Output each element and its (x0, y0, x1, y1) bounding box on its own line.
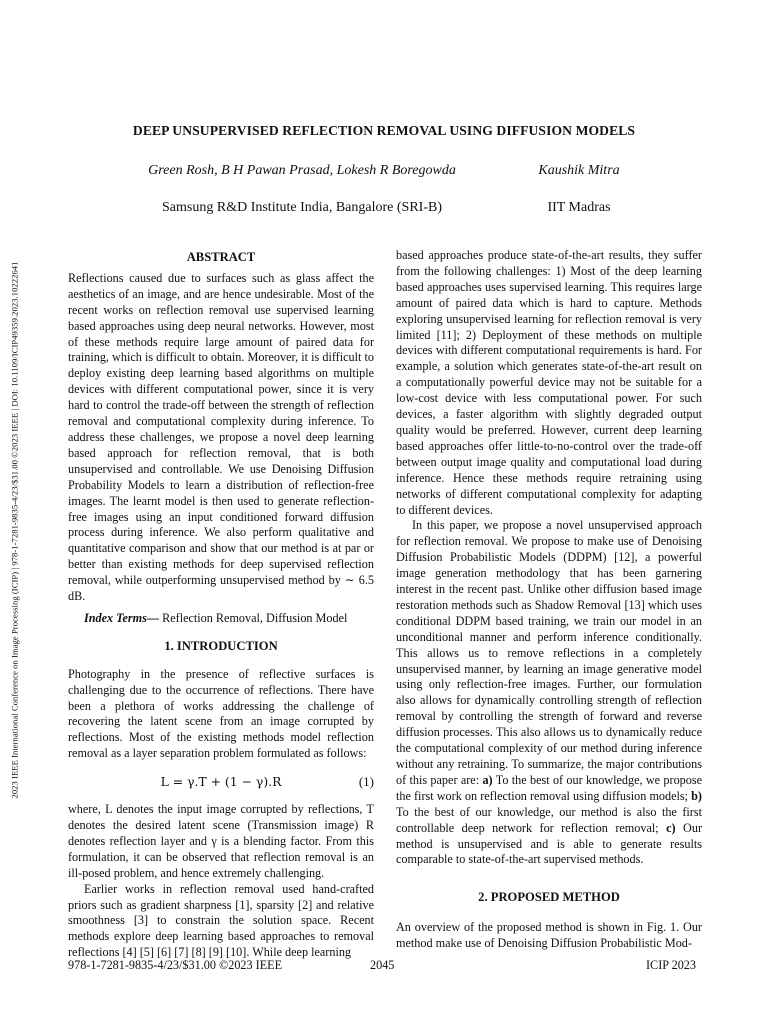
right-paragraph-2-text: In this paper, we propose a novel unsupervised approach for reflection removal. We propose to make use of Denoising Diffusion Probabilistic Models (DDPM) [12], a powerful image generation methodology that has been garnering interest in the recent past. Unlike other diffusion based image restoration methods such as Shadow Removal [13] which uses conditional DDPM based training, we train our model in an unconditional manner and perform inference conditionally. This allows us to remove reflections in a completely unsupervised manner, by learning an image generative model using only reflection-free images. Further, our formulation also allows for dynamically controlling strength of reflection removal by controlling the strength of forward and reverse diffusion processes. This also allows us to dynamically reduce the computational complexity of our method during inference without any retraining. To summarize, the major contributions of this paper are: (396, 518, 702, 787)
paper-title: DEEP UNSUPERVISED REFLECTION REMOVAL USING DIFFUSION MODELS (132, 123, 636, 138)
footer-page-number: 2045 (370, 958, 395, 972)
index-terms-label: Index Terms— (84, 610, 160, 625)
footer-isbn: 978-1-7281-9835-4/23/$31.00 ©2023 IEEE (68, 958, 283, 972)
contribution-b: To the best of our knowledge, our method is also the first controllable deep network for reflection removal; (396, 804, 702, 835)
intro-heading: 1. INTRODUCTION (164, 638, 278, 653)
index-terms (68, 611, 374, 627)
left-column (68, 250, 374, 961)
abstract-heading: ABSTRACT (186, 250, 256, 264)
affiliation-samsung: Samsung R&D Institute India, Bangalore (SRI-B) (162, 200, 442, 215)
authors-samsung: Green Rosh, B H Pawan Prasad, Lokesh R Boregowda (148, 163, 456, 178)
equation-1-formula: L = γ.T + (1 − γ).R (160, 774, 282, 790)
doi-side-note (8, 190, 20, 870)
footer-conference: ICIP 2023 (646, 958, 696, 972)
contribution-c-label: c) (666, 820, 676, 835)
equation-1-number: (1) (358, 774, 374, 790)
right-column (396, 248, 702, 952)
contribution-a-label: a) (482, 772, 493, 787)
equation-1 (68, 774, 374, 790)
contribution-a: To the best of our knowledge, we propose the first work on reflection removal using diffusion models; (396, 772, 703, 803)
intro-paragraph-1: Photography in the presence of reflective surfaces is challenging due to the occurrence of reflections. There have been a plethora of works addressing the challenge of recovering the latent scene from an image corrupted by reflections. Most of the existing methods model reflection removal as a layer separation problem formulated as follows: (68, 666, 374, 761)
intro-paragraph-2: where, L denotes the input image corrupted by reflections, T denotes the desired latent scene (Transmission image) R denotes reflection layer and γ is a blending factor. From this formulation, it can be observed that reflection removal is an ill-posed problem, and hence extremely challenging. (68, 802, 374, 880)
right-paragraph-3: An overview of the proposed method is shown in Fig. 1. Our method make use of Denoising Diffusion Probabilistic Mod- (396, 920, 702, 951)
doi-side-note-text: 2023 IEEE International Conference on Image Processing (ICIP) | 978-1-7281-9835-4/23/$31.00 ©2023 IEEE | DOI: 10.1109/ICIP49359.2023.10222641 (9, 261, 20, 799)
intro-paragraph-3: Earlier works in reflection removal used hand-crafted priors such as gradient sharpness [1], sparsity [2] and relative smoothness [3] to constrain the solution space. Recent methods explore deep learning based approaches to removal reflections [4] [5] [6] [7] [8] [9] [10]. While deep learning (68, 881, 374, 960)
right-paragraph-2 (396, 518, 702, 868)
contribution-b-label: b) (691, 788, 702, 803)
abstract-text: Reflections caused due to surfaces such as glass affect the aesthetics of an image, and are hence undesirable. Most of the recent works on reflection removal use supervised learning based approaches using deep neural networks. However, most of these methods require large amount of paired data for training, which is difficult to obtain. Moreover, it is difficult to deploy existing deep learning based algorithms on multiple devices with different computational power, since it is very hard to control the trade-off between the strength of reflection removal and computational complexity during inference. To address these challenges, we propose a novel deep learning based approach for reflection removal, that is both unsupervised and controllable. We use Denoising Diffusion Probability Models to learn a distribution of reflection-free images. The learnt model is then used to generate reflection-free images using an input conditioned forward diffusion process during inference. We also perform qualitative and quantitative comparison and show that our method is at par or better than existing methods for deep supervised reflection removal, while outperforming unsupervised method by ∼ 6.5 dB. (68, 270, 374, 604)
right-paragraph-1: based approaches produce state-of-the-art results, they suffer from the following challenges: 1) Most of the deep learning based approaches uses supervised learning. This requires large amount of paired data which is hard to capture. Methods exploring unsupervised learning for reflection removal is very limited [11]; 2) Deployment of these methods on multiple devices with different computational requirements is hard. For example, a solution which generates state-of-the-art result on a computationally powerful device may not be suitable for a low-cost device with less computational power. For such devices, a faster algorithm with slightly degraded output quality would be preferred. However, current deep learning based approaches offer little-to-no-control over the trade-off between output image quality and computational load during inference. Hence these methods require retraining using networks of different computational complexity for adapting to different devices. (396, 248, 702, 517)
authors-iit: Kaushik Mitra (538, 163, 620, 178)
contribution-c: Our method is unsupervised and is able to generate results comparable to state-of-the-art supervised methods. (396, 820, 703, 867)
index-terms-text: Reflection Removal, Diffusion Model (159, 610, 348, 625)
affiliation-iit: IIT Madras (547, 200, 611, 215)
proposed-method-heading: 2. PROPOSED METHOD (478, 890, 620, 905)
